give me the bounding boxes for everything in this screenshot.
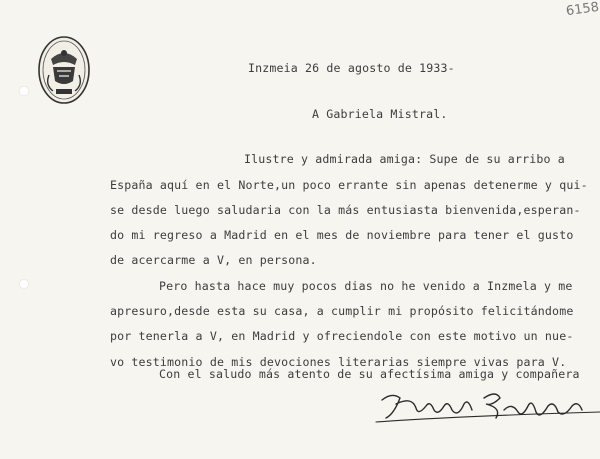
- letterhead-seal-icon: [37, 35, 91, 105]
- paragraph-line: España aquí en el Norte,un poco errante sin apenas detenerme y qui-: [110, 178, 588, 192]
- paragraph-line: Ilustre y admirada amiga: Supe de su arribo a: [244, 152, 565, 166]
- paragraph-line: de acercarme a V, en persona.: [110, 253, 317, 267]
- paragraph-line: por tenerla a V, en Madrid y ofreciendole con este motivo un nue-: [110, 329, 574, 343]
- punch-hole: [19, 86, 29, 96]
- closing-line: Con el saludo más atento de su afectísima amiga y compañera: [159, 367, 580, 381]
- paragraph-line: apresuro,desde esta su casa, a cumplir mi propósito felicitándome: [110, 304, 574, 318]
- paragraph-line: do mi regreso a Madrid en el mes de noviembre para tener el gusto: [110, 228, 574, 242]
- paragraph-line: se desde luego saludaria con la más entusiasta bienvenida,esperan-: [110, 203, 581, 217]
- paragraph-line: Pero hasta hace muy pocos dias no he venido a Inzmela y me: [159, 279, 573, 293]
- paragraph-line: vo testimonio de mis devociones literarias siempre vivas para V.: [110, 355, 567, 369]
- date-line: Inzmeia 26 de agosto de 1933-: [248, 61, 455, 75]
- punch-hole: [19, 279, 29, 289]
- archive-number: 6158: [565, 0, 600, 20]
- handwritten-signature: [372, 388, 600, 428]
- recipient-line: A Gabriela Mistral.: [312, 107, 448, 121]
